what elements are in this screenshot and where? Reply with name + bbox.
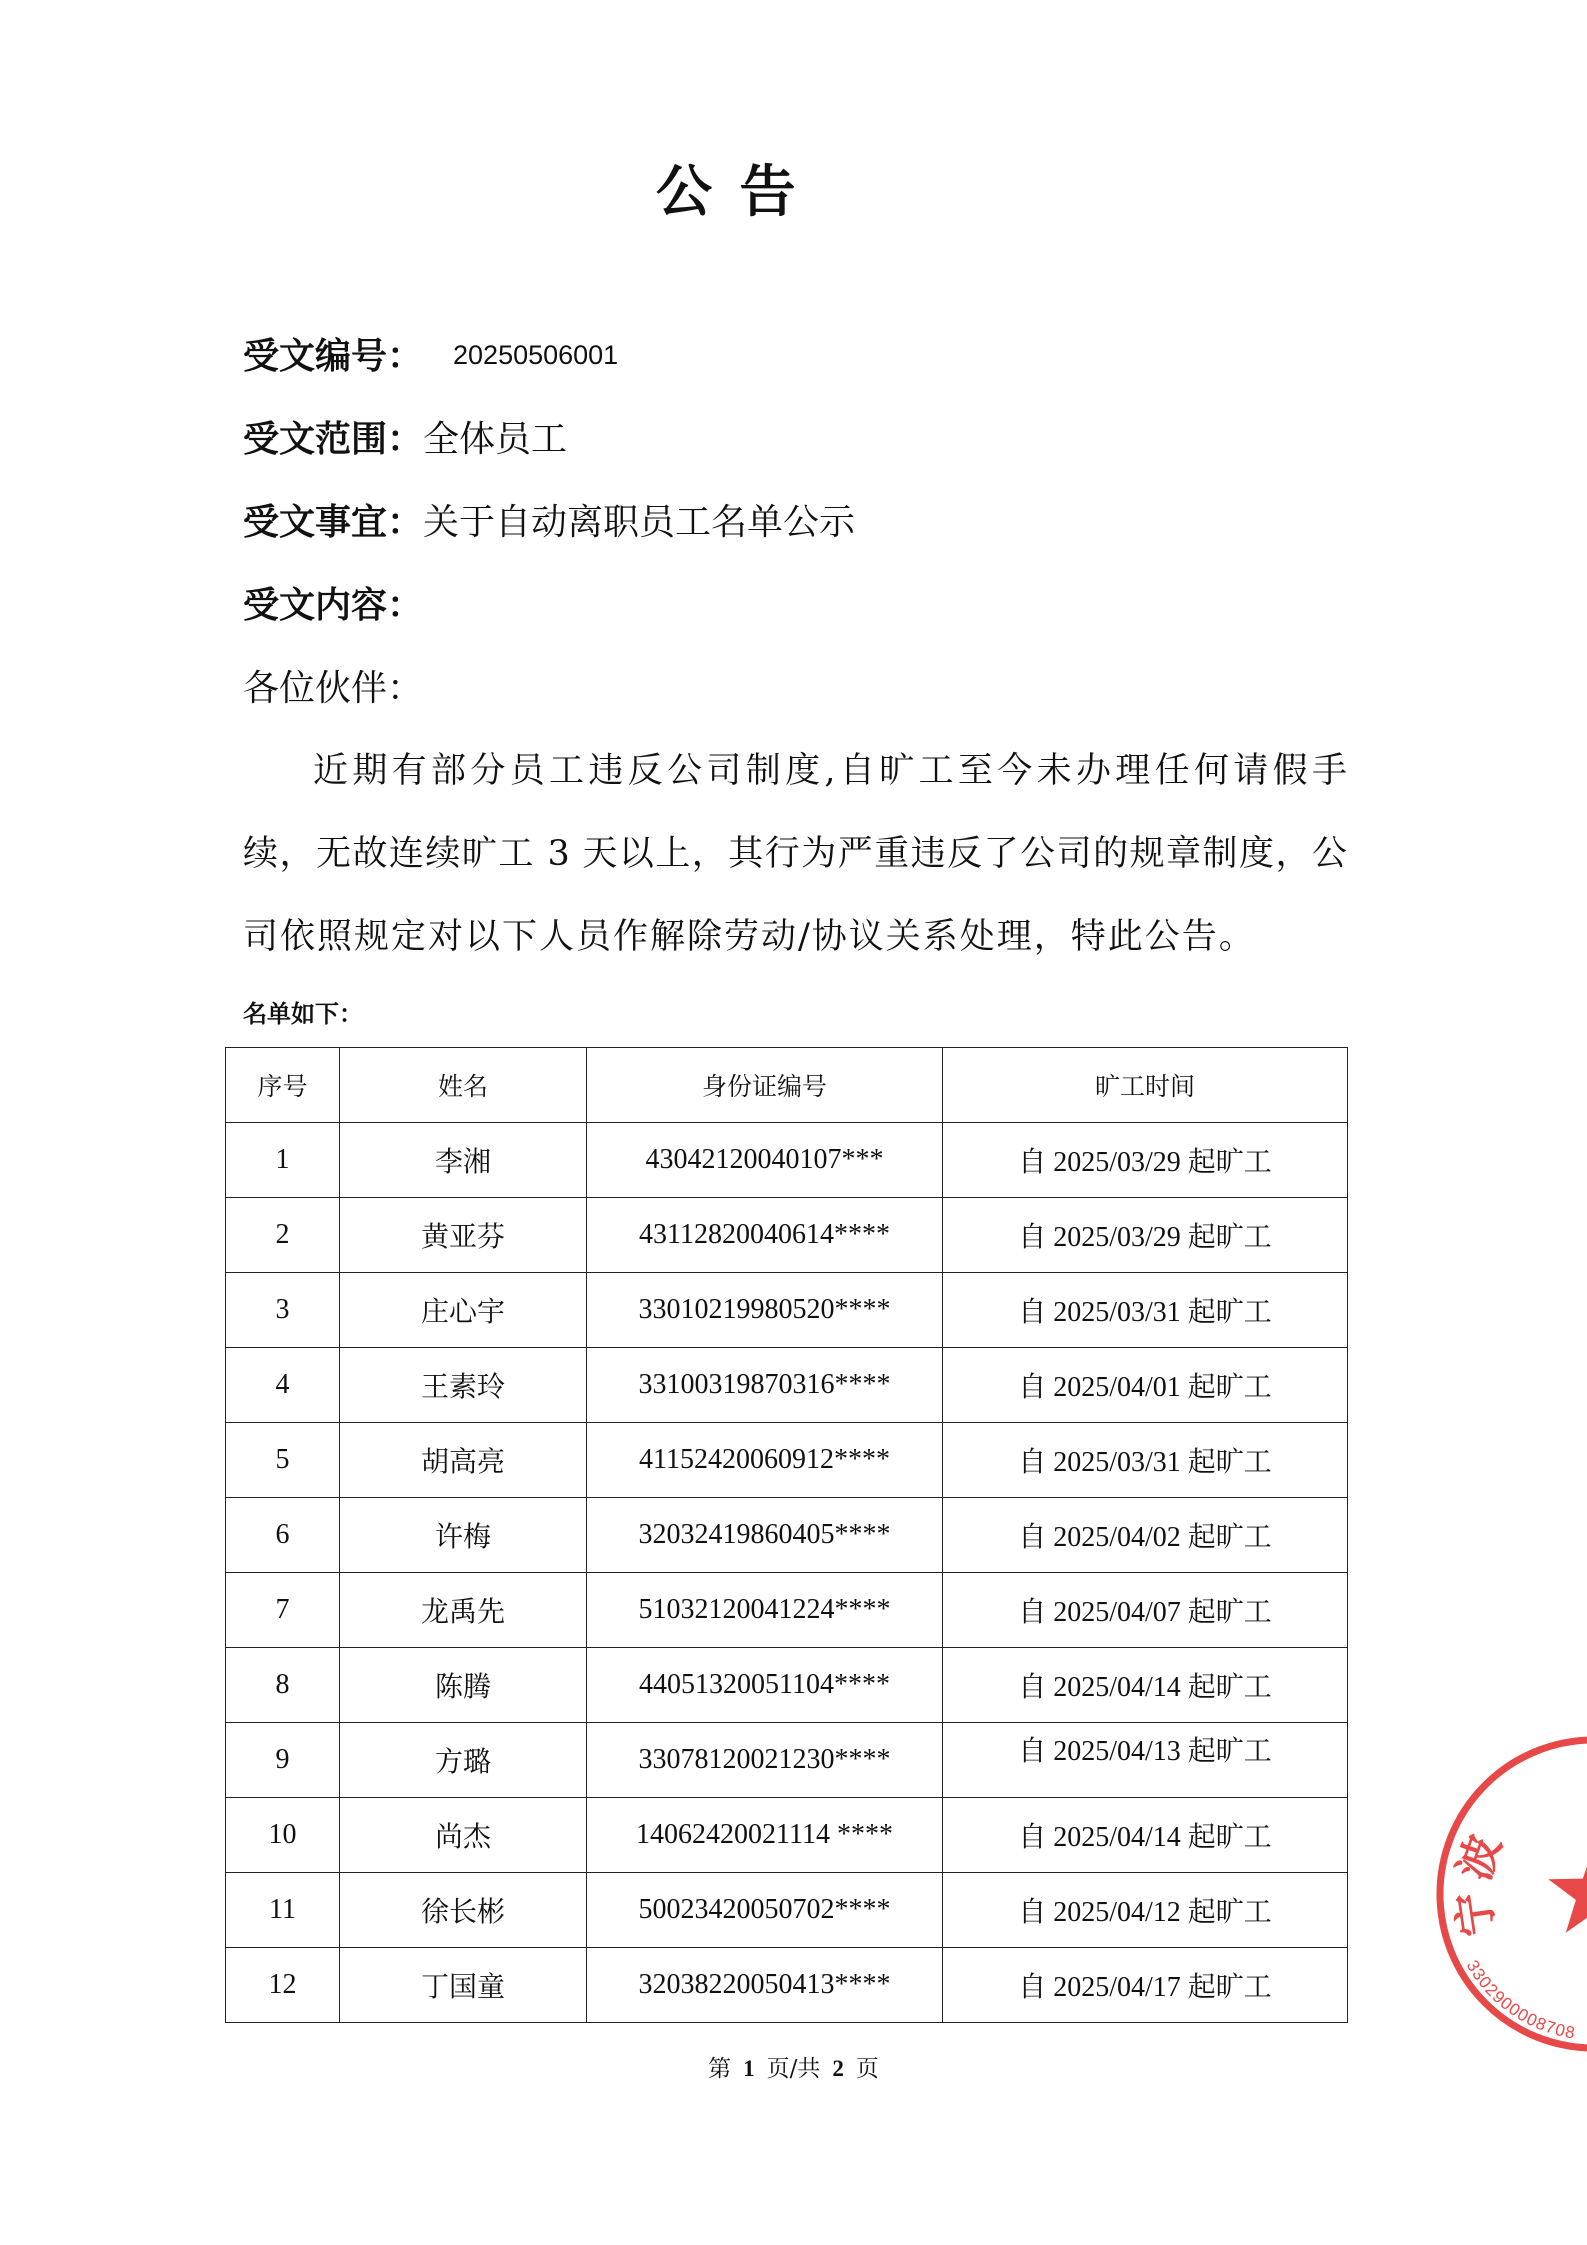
name-cell: 许梅 <box>340 1498 587 1573</box>
current-page-number: 1 <box>743 2056 755 2081</box>
id-number-cell: 51032120041224**** <box>587 1573 943 1648</box>
absence-time-cell: 自 2025/04/02 起旷工 <box>943 1498 1348 1573</box>
table-row <box>226 1648 1348 1723</box>
row-number-cell: 3 <box>226 1273 340 1348</box>
column-header-absence-time: 旷工时间 <box>943 1048 1348 1123</box>
table-row <box>226 1198 1348 1273</box>
seal-name-text: 宁波 <box>1446 1822 1514 1940</box>
table-row <box>226 1723 1348 1798</box>
column-header-name: 姓名 <box>340 1048 587 1123</box>
absence-time-cell: 自 2025/04/01 起旷工 <box>943 1348 1348 1423</box>
name-cell: 丁国童 <box>340 1948 587 2023</box>
row-number-cell: 8 <box>226 1648 340 1723</box>
name-cell: 徐长彬 <box>340 1873 587 1948</box>
name-cell: 胡高亮 <box>340 1423 587 1498</box>
name-cell: 黄亚芬 <box>340 1198 587 1273</box>
absence-time-cell: 自 2025/03/29 起旷工 <box>943 1123 1348 1198</box>
table-row <box>226 1948 1348 2023</box>
table-row <box>226 1798 1348 1873</box>
list-heading: 名单如下： <box>243 1000 363 1028</box>
total-pages-number: 2 <box>832 2056 844 2081</box>
name-cell: 王素玲 <box>340 1348 587 1423</box>
body-paragraph-line: 续，无故连续旷工 3 天以上，其行为严重违反了公司的规章制度，公 <box>243 834 1347 874</box>
name-cell: 尚杰 <box>340 1798 587 1873</box>
id-number-cell: 33100319870316**** <box>587 1348 943 1423</box>
absence-time-cell: 自 2025/04/17 起旷工 <box>943 1948 1348 2023</box>
company-seal <box>1420 1720 1587 2060</box>
column-header-id-number: 身份证编号 <box>587 1048 943 1123</box>
row-number-cell: 11 <box>226 1873 340 1948</box>
name-cell: 方璐 <box>340 1723 587 1798</box>
id-number-cell: 41152420060912**** <box>587 1423 943 1498</box>
row-number-cell: 2 <box>226 1198 340 1273</box>
id-number-cell: 32038220050413**** <box>587 1948 943 2023</box>
table-row <box>226 1348 1348 1423</box>
absence-time-cell: 自 2025/04/12 起旷工 <box>943 1873 1348 1948</box>
id-number-cell: 32032419860405**** <box>587 1498 943 1573</box>
absence-time-cell: 自 2025/03/29 起旷工 <box>943 1198 1348 1273</box>
absence-time-cell: 自 2025/04/07 起旷工 <box>943 1573 1348 1648</box>
row-number-cell: 4 <box>226 1348 340 1423</box>
field-scope <box>243 398 1347 481</box>
name-cell: 李湘 <box>340 1123 587 1198</box>
id-number-cell: 33078120021230**** <box>587 1723 943 1798</box>
id-number-cell: 14062420021114 **** <box>587 1798 943 1873</box>
row-number-cell: 12 <box>226 1948 340 2023</box>
table-row <box>226 1498 1348 1573</box>
field-value: 全体员工 <box>423 419 568 460</box>
salutation: 各位伙伴： <box>243 668 424 709</box>
id-number-cell: 43042120040107*** <box>587 1123 943 1198</box>
table-row <box>226 1423 1348 1498</box>
absence-time-cell: 自 2025/04/13 起旷工 <box>943 1723 1348 1798</box>
table-row <box>226 1123 1348 1198</box>
table-row <box>226 1873 1348 1948</box>
row-number-cell: 7 <box>226 1573 340 1648</box>
notice-title: 公 告 <box>656 160 800 225</box>
field-document-number <box>243 315 1347 398</box>
id-number-cell: 50023420050702**** <box>587 1873 943 1948</box>
employee-roster-table <box>225 1047 1348 2023</box>
field-subject <box>243 481 1347 564</box>
id-number-cell: 33010219980520**** <box>587 1273 943 1348</box>
id-number-cell: 43112820040614**** <box>587 1198 943 1273</box>
field-label: 受文范围： <box>243 419 424 460</box>
absence-time-cell: 自 2025/04/14 起旷工 <box>943 1798 1348 1873</box>
field-content <box>243 564 1347 647</box>
table-row <box>226 1573 1348 1648</box>
field-value: 关于自动离职员工名单公示 <box>423 502 856 543</box>
row-number-cell: 5 <box>226 1423 340 1498</box>
field-label: 受文事宜： <box>243 502 424 543</box>
page-footer <box>0 2050 1587 2088</box>
table-header-row <box>226 1048 1348 1123</box>
column-header-number: 序号 <box>226 1048 340 1123</box>
row-number-cell: 10 <box>226 1798 340 1873</box>
notice-content <box>243 315 1347 979</box>
body-paragraph-line: 近期有部分员工违反公司制度,自旷工至今未办理任何请假手 <box>313 751 1347 791</box>
body-paragraph-line: 司依照规定对以下人员作解除劳动/协议关系处理，特此公告。 <box>243 917 1256 957</box>
row-number-cell: 6 <box>226 1498 340 1573</box>
field-label: 受文内容： <box>243 585 424 626</box>
absence-time-cell: 自 2025/04/14 起旷工 <box>943 1648 1348 1723</box>
footer-suffix: 页 <box>855 2056 879 2082</box>
name-cell: 龙禹先 <box>340 1573 587 1648</box>
field-label: 受文编号： <box>243 336 424 377</box>
id-number-cell: 44051320051104**** <box>587 1648 943 1723</box>
row-number-cell: 9 <box>226 1723 340 1798</box>
seal-star-icon <box>1548 1846 1587 1933</box>
footer-middle: 页/共 <box>766 2056 821 2082</box>
absence-time-cell: 自 2025/03/31 起旷工 <box>943 1273 1348 1348</box>
footer-prefix: 第 <box>708 2056 732 2082</box>
name-cell: 陈腾 <box>340 1648 587 1723</box>
seal-number-text: 3302900008708 <box>1462 1956 1578 2043</box>
row-number-cell: 1 <box>226 1123 340 1198</box>
field-value: 20250506001 <box>453 340 619 370</box>
table-row <box>226 1273 1348 1348</box>
name-cell: 庄心宇 <box>340 1273 587 1348</box>
absence-time-cell: 自 2025/03/31 起旷工 <box>943 1423 1348 1498</box>
